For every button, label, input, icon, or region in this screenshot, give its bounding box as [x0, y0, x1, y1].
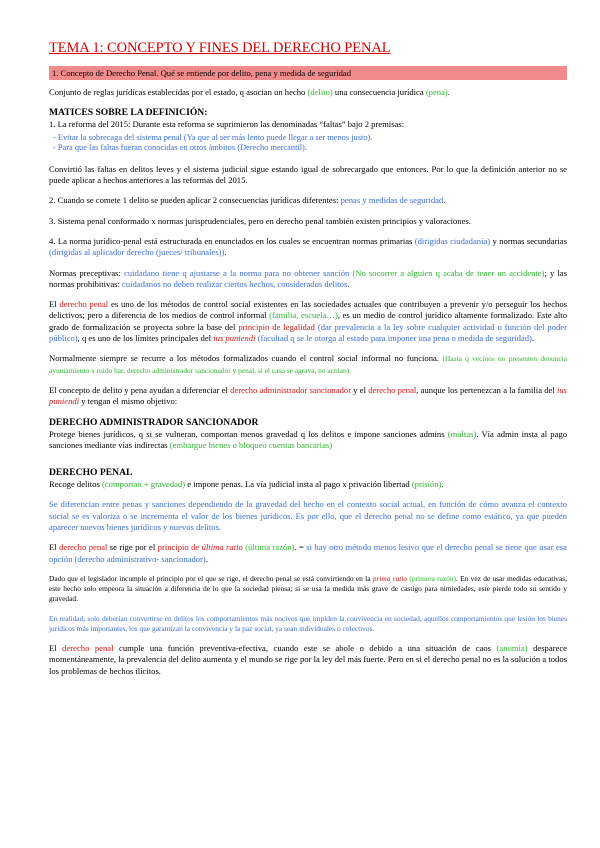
text: Normas preceptivas:	[49, 267, 125, 278]
text: y tengan el mismo objetivo:	[79, 396, 178, 407]
das-heading: DERECHO ADMINISTRADOR SANCIONADOR	[49, 416, 259, 428]
text: , aunque los pertenezcan a la familia del	[416, 384, 557, 395]
text: Dado que el legislador incumple el principio por el que se rige, el derecho penal se está convirtiendo en la	[49, 573, 373, 583]
text: se rige por el	[107, 542, 158, 553]
text: ius puniendi	[213, 333, 256, 344]
text: (última razón)	[242, 542, 295, 553]
text: derecho penal	[62, 642, 114, 653]
text: ius puniendi	[49, 384, 567, 407]
text: (embargue bienes o bloqueo cuentas bancarias)	[169, 439, 333, 450]
text: e impone penas. La vía judicial insta al pago x privación libertad	[185, 479, 412, 490]
text: (prisión)	[411, 479, 442, 490]
text: última ratio	[201, 542, 243, 553]
text: principio de	[157, 542, 202, 553]
text: Recoge delitos	[49, 479, 102, 490]
text: (Hasta q vecinos no presenten denuncia ayuntamiento x ruido bar, derecho administrador sancionador y penal, si el caso se agrava, no actúan).	[49, 354, 567, 375]
text: Protege bienes jurídicos, q si se vulneran, comportan menos gravedad q los delitos e impone sanciones admins	[49, 428, 448, 439]
text: si hay otro método menos lesivo que el derecho penal se tiene que usar esa opción (derecho administrativo- sancionador)	[49, 542, 567, 564]
text: cuidadanos no deben realizar ciertos hechos, considerados delitos	[122, 278, 348, 289]
text: . En vez de usar medidas educativas, este hecho solo empeora la situación a diferencia de lo que la sociedad piensa; si se usa la medida más grave de castigo para nimiedades, este pierde todo su sentido y gravedad.	[49, 573, 568, 604]
text: desparece momentáneamente, la prevalencia del delito aumenta y el mundo se rige por la ley del más fuerte. Pero en si el derecho penal no es la solución a todos los problemas de hechos ilícitos.	[49, 642, 567, 676]
matiz-1-bullets	[53, 133, 567, 154]
text: (No socorrer a alguien q acaba de tener un accidente)	[349, 267, 545, 278]
dpenal-heading: DERECHO PENAL	[49, 467, 133, 479]
final-paragraph	[49, 643, 567, 677]
ultima-ratio-paragraph	[49, 542, 567, 565]
text: derecho penal	[59, 542, 108, 553]
text: El concepto de delito y pena ayudan a diferenciar el	[49, 384, 231, 395]
text: 2. Cuando se comete 1 delito se pueden aplicar 2 consecuencias jurídicas diferentes:	[49, 195, 341, 206]
definition-paragraph	[49, 87, 567, 98]
text: y el	[351, 384, 369, 395]
dado-paragraph	[49, 574, 567, 605]
text: ; y las normas prohibitivas:	[49, 267, 568, 289]
text: es uno de los métodos de control social existentes en las sociedades actuales que contribuyen a prevenir y/o perseguir los hechos delictivos; pero a diferencia de los medios de control informal	[49, 299, 567, 321]
text: .	[205, 553, 208, 564]
text: (dirigidas al aplicador derecho (jueces/ tribunales))	[49, 247, 225, 258]
matiz-4	[49, 236, 567, 259]
text: Conjunto de reglas jurídicas establecidas por el estado, q asocian un hecho	[49, 87, 308, 97]
text: cuidadano tiene q ajustarse a la norma para no obtener sanción	[124, 267, 350, 278]
text: cumple una función preventiva-efectiva, cuando este se abole o debido a una situación de caos	[113, 642, 497, 653]
text: 4. La norma jurídico-penal está estructurada en enunciados en los cuales se encuentran normas primarias	[49, 235, 415, 246]
text: El	[49, 299, 60, 310]
bullet-item: - Para que las faltas fueran conocidas en otros ámbitos (Derecho mercantil).	[53, 143, 307, 153]
dpenal-paragraph	[49, 479, 567, 490]
normas-paragraph	[49, 268, 567, 291]
bullet-item: - Evitar la sobrecaga del sistema penal (Ya que al ser más lento puede llegar a ser menos justo).	[53, 132, 373, 142]
text: El	[49, 542, 60, 553]
derecho-penal-paragraph	[49, 299, 567, 344]
text: prima ratio	[372, 573, 408, 583]
document-page	[49, 40, 567, 686]
text: penas y medidas de seguridad	[340, 195, 444, 206]
realidad-paragraph: En realidad, solo deberían convertirse en delitos los comportamientos más nocivos que impiden la convivencia en sociedad, aquellos comportamientos que lesión los bienes jurídicos más importantes, los que garantizan la convivencia y la paz social, ya sean individuales o colectivos.	[49, 613, 567, 633]
matices-heading: MATICES SOBRE LA DEFINICIÓN:	[49, 107, 208, 119]
text: principio de legalidad	[238, 321, 315, 332]
text: . Vía admin insta al pago sanciones mediante vías indirectas	[49, 428, 567, 450]
matiz-3: 3. Sistema penal conformado x normas jurisprudenciales, pero en derecho penal también existen principios y valoraciones.	[49, 215, 471, 226]
text: El	[49, 642, 63, 653]
faltas-paragraph: Convirtió las faltas en delitos leves y el sistema judicial sigue estando igual de sobrecargado que entonces. Por lo que la definición anterior no se puede aplicar a hechos anteriores a las reformas del 2015.	[49, 163, 567, 186]
text: (dar prevalencia a la ley sobre cualquier actividad o función del poder público)	[49, 321, 567, 344]
text: derecho administrador sancionador	[230, 384, 352, 395]
text: .	[224, 247, 227, 258]
text: , es un medio de control jurídico altamente formalizado. Este alto grado de formalización se proyecta sobre la base del	[49, 310, 567, 332]
text: derecho penal	[368, 384, 417, 395]
text: y normas secundarias	[490, 235, 567, 246]
text: (primera razón)	[407, 573, 457, 583]
text: .	[443, 195, 446, 206]
text: Normalmente siempre se recurre a los métodos formalizados cuando el control social informal no funciona.	[49, 353, 443, 364]
section-heading: 1. Concepto de Derecho Penal. Qué se entiende por delito, pena y medida de seguridad	[49, 66, 567, 80]
normalmente-paragraph	[49, 353, 567, 376]
text: .	[447, 87, 450, 97]
text: , q es uno de los límites principales del	[77, 333, 214, 344]
page-title: TEMA 1: CONCEPTO Y FINES DEL DERECHO PENAL	[49, 40, 391, 56]
text: (multas)	[447, 428, 477, 439]
matiz-2	[49, 195, 567, 206]
text: (dirigidas ciudadanía)	[414, 235, 491, 246]
concepto-paragraph	[49, 385, 567, 408]
text: derecho penal	[59, 299, 109, 310]
text: (comportan + gravedad)	[101, 479, 186, 490]
text: (anomia)	[496, 642, 528, 653]
das-paragraph	[49, 429, 567, 452]
matiz-1: 1. La reforma del 2015: Durante esta reforma se suprimieron las denominadas “faltas” bajo 2 premisas:	[49, 119, 405, 130]
diferencian-paragraph: Se diferencian entre penas y sanciones dependiendo de la gravedad del hecho en el contexto social actual, en función de cómo avanza el contexto social se es valoriza o se incrementa el valor de los bienes jurídicos. Es por ello, que el derecho penal no se define como estático, ya que pueden aparecer nuevos bienes jurídicos y nuevos delitos.	[49, 499, 567, 533]
text: .	[531, 333, 535, 344]
text: . =	[294, 542, 307, 553]
text: (facultad q se le otorga al estado para imponer una pena o medida de seguridad)	[255, 333, 532, 344]
text: (pena)	[425, 87, 448, 97]
text: una consecuencia jurídica	[332, 87, 426, 97]
text: .	[441, 479, 444, 490]
text: (delito)	[307, 87, 333, 97]
text: .	[347, 278, 350, 289]
text: (familia, escuela…)	[269, 310, 338, 321]
